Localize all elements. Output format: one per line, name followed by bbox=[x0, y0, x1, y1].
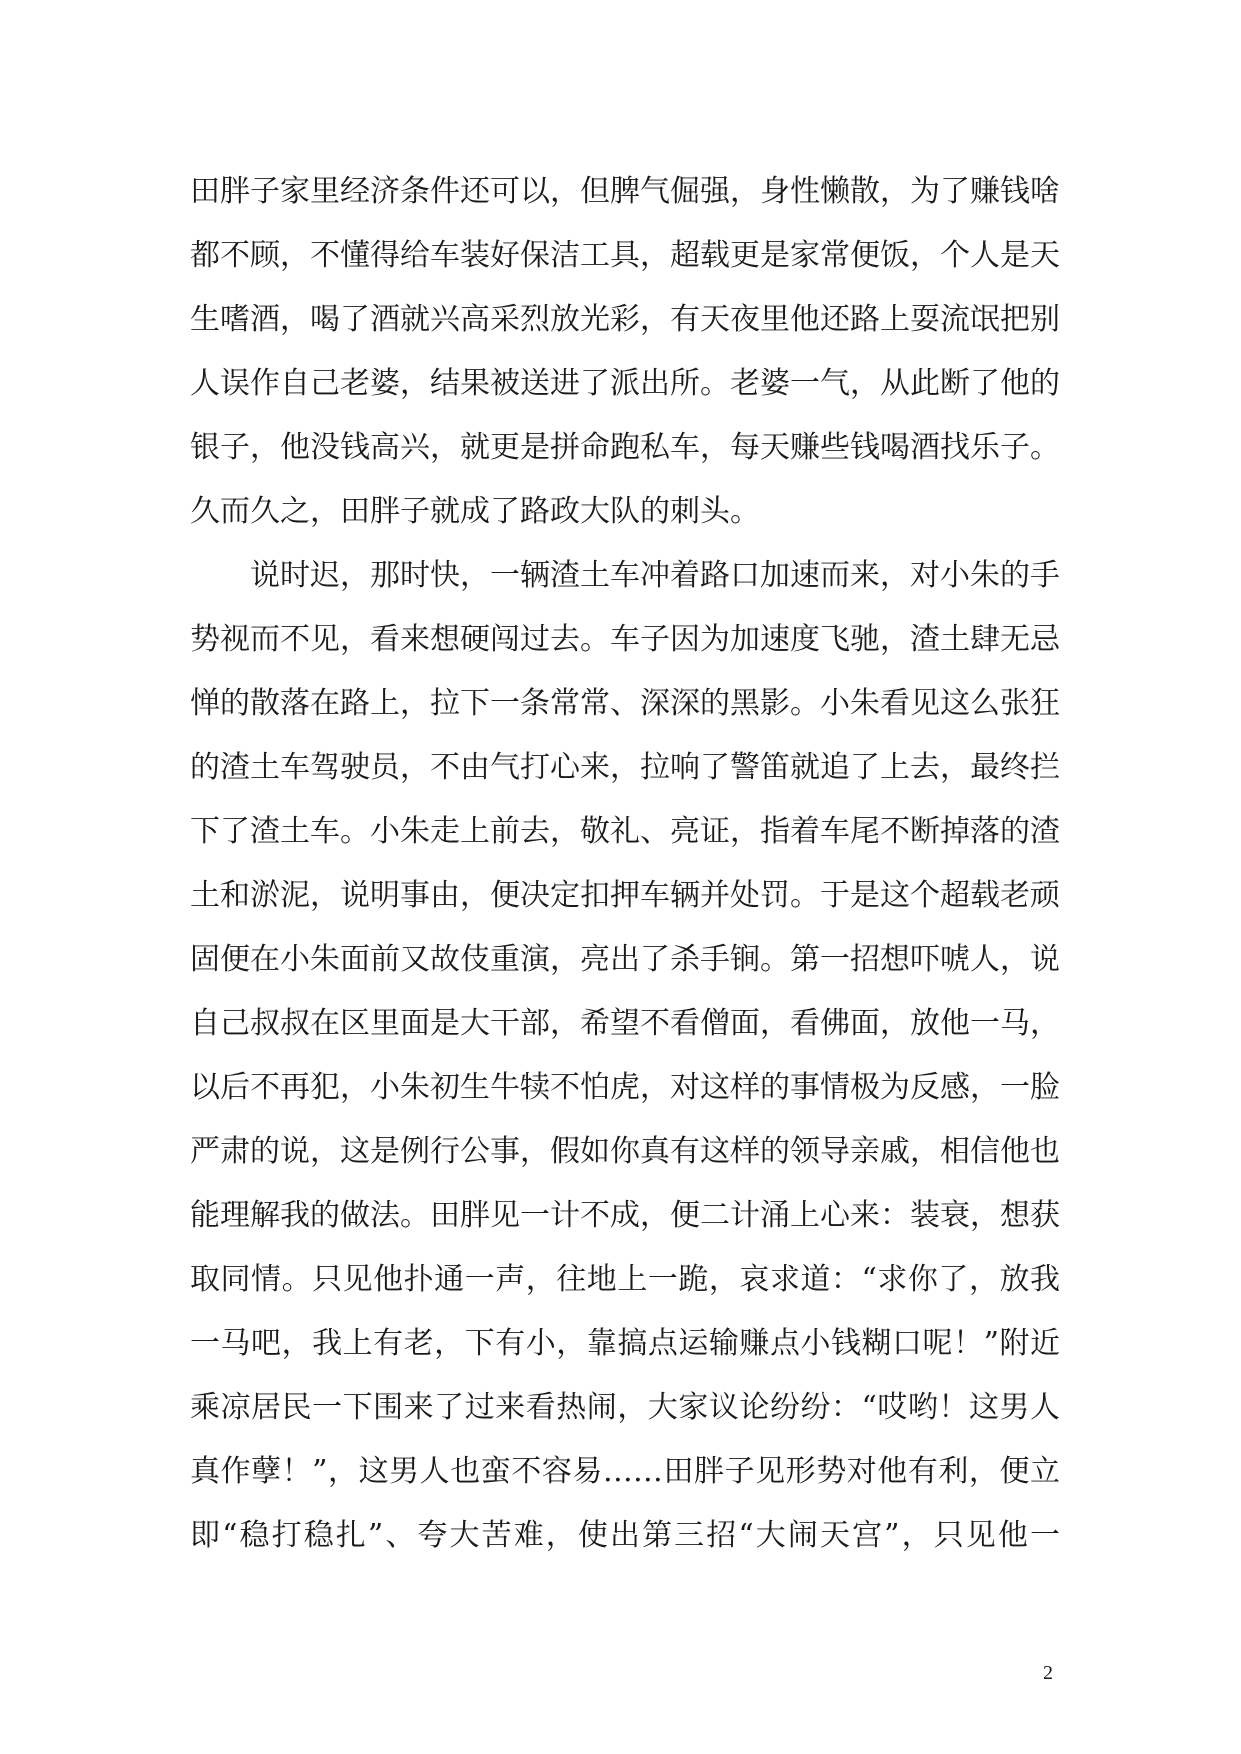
text-line: 取同情。只见他扑通一声，往地上一跪，哀求道：“求你了，放我 bbox=[190, 1262, 1060, 1297]
text-line: 一马吧，我上有老，下有小，靠搞点运输赚点小钱糊口呢！”附近 bbox=[190, 1326, 1060, 1361]
text-line: 田胖子家里经济条件还可以，但脾气倔强，身性懒散，为了赚钱啥 bbox=[190, 174, 1060, 209]
paragraph-2 bbox=[190, 544, 1060, 1568]
text-line: 真作孽！”，这男人也蛮不容易……田胖子见形势对他有利，便立 bbox=[190, 1454, 1060, 1489]
text-line: 惮的散落在路上，拉下一条常常、深深的黑影。小朱看见这么张狂 bbox=[190, 686, 1060, 721]
text-line: 固便在小朱面前又故伎重演，亮出了杀手锏。第一招想吓唬人，说 bbox=[190, 942, 1060, 977]
text-line: 即“稳打稳扎”、夸大苦难，使出第三招“大闹天宫”，只见他一 bbox=[190, 1518, 1060, 1553]
text-line: 下了渣土车。小朱走上前去，敬礼、亮证，指着车尾不断掉落的渣 bbox=[190, 814, 1060, 849]
text-line: 能理解我的做法。田胖见一计不成，便二计涌上心来：装衰，想获 bbox=[190, 1198, 1060, 1233]
text-line: 人误作自己老婆，结果被送进了派出所。老婆一气，从此断了他的 bbox=[190, 366, 1060, 401]
page-number: 2 bbox=[1043, 1662, 1053, 1684]
text-line: 自己叔叔在区里面是大干部，希望不看僧面，看佛面，放他一马， bbox=[190, 1006, 1060, 1041]
text-line: 乘凉居民一下围来了过来看热闹，大家议论纷纷：“哎哟！这男人 bbox=[190, 1390, 1060, 1425]
body-text bbox=[190, 160, 1060, 1568]
text-line: 生嗜酒，喝了酒就兴高采烈放光彩，有天夜里他还路上耍流氓把别 bbox=[190, 302, 1060, 337]
text-line: 严肃的说，这是例行公事，假如你真有这样的领导亲戚，相信他也 bbox=[190, 1134, 1060, 1169]
text-line: 土和淤泥，说明事由，便决定扣押车辆并处罚。于是这个超载老顽 bbox=[190, 878, 1060, 913]
paragraph-1 bbox=[190, 160, 1060, 544]
text-line: 势视而不见，看来想硬闯过去。车子因为加速度飞驰，渣土肆无忌 bbox=[190, 622, 1060, 657]
text-line: 以后不再犯，小朱初生牛犊不怕虎，对这样的事情极为反感，一脸 bbox=[190, 1070, 1060, 1105]
text-line: 都不顾，不懂得给车装好保洁工具，超载更是家常便饭，个人是天 bbox=[190, 238, 1060, 273]
text-line: 久而久之，田胖子就成了路政大队的刺头。 bbox=[190, 494, 760, 529]
text-line: 说时迟，那时快，一辆渣土车冲着路口加速而来，对小朱的手 bbox=[250, 558, 1060, 593]
text-line: 银子，他没钱高兴，就更是拼命跑私车，每天赚些钱喝酒找乐子。 bbox=[190, 430, 1060, 465]
text-line: 的渣土车驾驶员，不由气打心来，拉响了警笛就追了上去，最终拦 bbox=[190, 750, 1060, 785]
